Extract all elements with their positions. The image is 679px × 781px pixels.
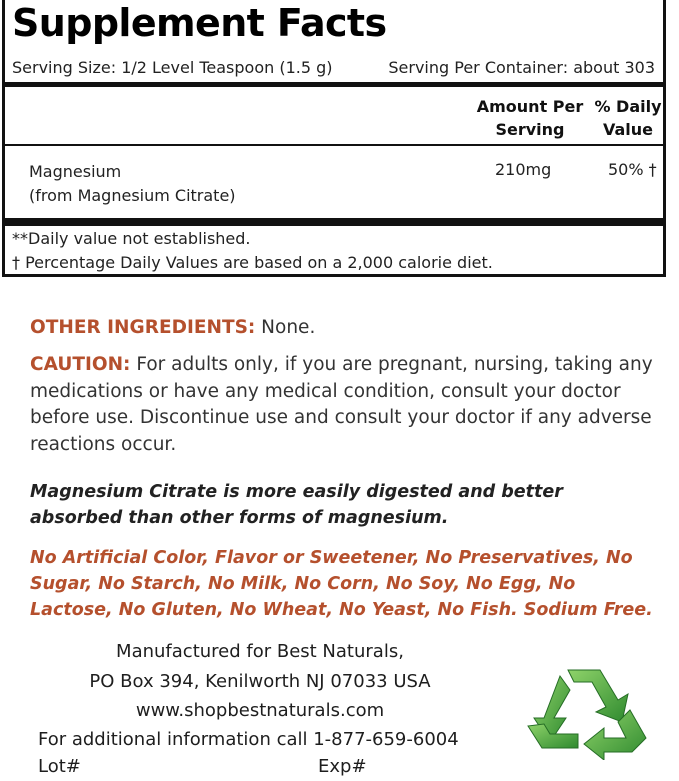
serving-size: Serving Size: 1/2 Level Teaspoon (1.5 g)	[12, 58, 333, 77]
nutrient-amount: 210mg	[495, 160, 552, 179]
serving-row	[12, 58, 655, 77]
caution-text: For adults only, if you are pregnant, nursing, taking any medications or have any medical condition, consult your doctor before use. Discontinue use and consult your doctor if any adverse reactions occur.	[30, 354, 653, 455]
servings-per-container: Serving Per Container: about 303	[388, 58, 655, 77]
other-ingredients-label: OTHER INGREDIENTS:	[30, 317, 256, 338]
divider-thick	[5, 82, 663, 87]
expiry-label: Exp#	[318, 756, 367, 777]
nutrient-source: (from Magnesium Citrate)	[29, 186, 236, 205]
supplement-facts-panel	[2, 0, 666, 277]
other-ingredients-value: None.	[255, 317, 316, 338]
daily-value-header	[593, 95, 663, 141]
facts-title: Supplement Facts	[12, 1, 387, 45]
nutrient-daily-value: 50% †	[608, 160, 657, 179]
caution-paragraph	[30, 352, 655, 458]
manufacturer-address: PO Box 394, Kenilworth NJ 07033 USA	[89, 671, 431, 692]
amount-header-line1: Amount Per	[476, 97, 584, 116]
free-from-statement: No Artificial Color, Flavor or Sweetener, No Preservatives, No Sugar, No Starch, No Milk, No Corn, No Soy, No Egg, No Lactose, No Gluten, No Wheat, No Yeast, No Fish. Sodium Free.	[30, 548, 653, 620]
amount-header-line2: Serving	[495, 120, 565, 139]
other-ingredients	[30, 315, 655, 341]
divider-thin	[5, 144, 663, 146]
dv-header-line1: % Daily	[594, 97, 662, 116]
lot-number-label: Lot#	[38, 756, 81, 777]
dv-header-line2: Value	[602, 120, 654, 139]
nutrient-name: Magnesium	[29, 162, 122, 181]
manufacturer-website: www.shopbestnaturals.com	[135, 700, 385, 721]
manufacturer-contact: For additional information call 1-877-659-6004	[38, 729, 459, 750]
footnote-percentage: † Percentage Daily Values are based on a 2,000 calorie diet.	[12, 253, 493, 272]
manufacturer-line: Manufactured for Best Naturals,	[116, 641, 404, 662]
caution-label: CAUTION:	[30, 354, 131, 375]
divider-bottom	[5, 218, 663, 226]
nutrient-row	[29, 160, 236, 208]
footnote-daily-value: **Daily value not established.	[12, 229, 251, 248]
recycle-icon	[508, 660, 658, 760]
citrate-note: Magnesium Citrate is more easily digested and better absorbed than other forms of magnesium.	[30, 482, 563, 528]
amount-per-serving-header	[470, 95, 590, 141]
